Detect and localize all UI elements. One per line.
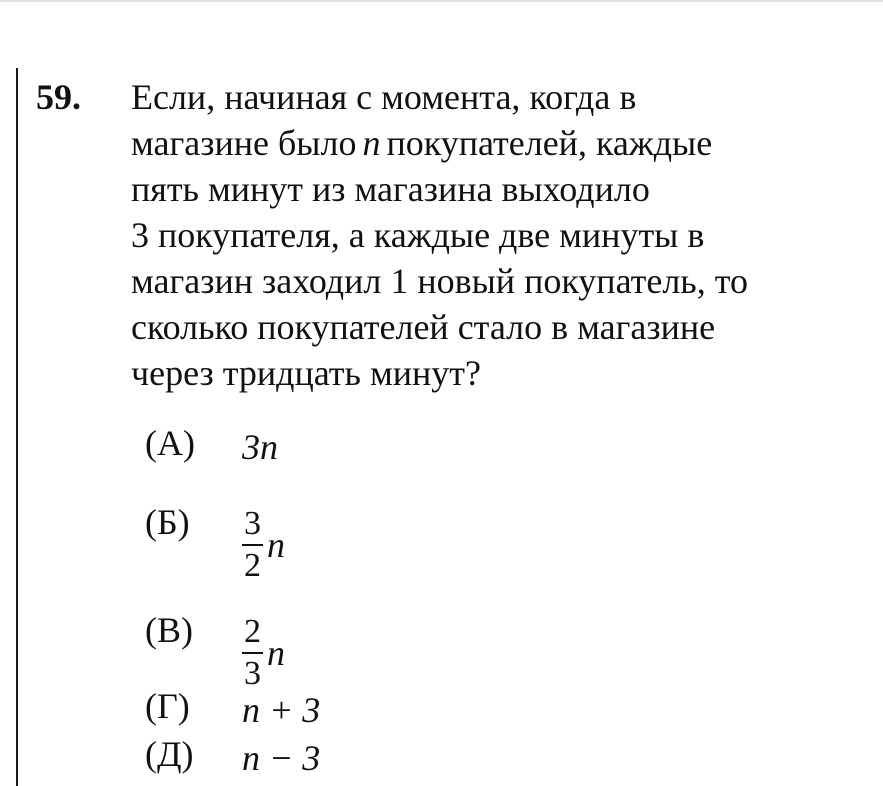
option-label: (Г) xyxy=(145,686,190,726)
option-g xyxy=(145,684,320,732)
fraction-numerator: 3 xyxy=(244,505,261,542)
fraction xyxy=(242,614,263,692)
question-line-part: покупателей, каждые xyxy=(386,123,713,163)
fraction xyxy=(242,506,263,584)
question-line: через тридцать минут? xyxy=(131,353,481,393)
option-value: 3n xyxy=(242,426,278,467)
option-label: (Д) xyxy=(145,734,194,774)
variable-n: n xyxy=(267,525,285,565)
question-line: магазин заходил 1 новый покупатель, то xyxy=(131,261,748,301)
fraction-bar xyxy=(242,652,263,654)
question-line: сколько покупателей стало в магазине xyxy=(131,307,716,347)
fraction-denominator: 2 xyxy=(244,547,261,584)
option-d xyxy=(145,732,320,780)
option-value: n − 3 xyxy=(242,737,321,778)
question-line: пять минут из магазина выходило xyxy=(131,169,650,209)
question-text xyxy=(131,74,821,396)
fraction-denominator: 3 xyxy=(244,655,261,692)
question-line: Если, начиная с момента, когда в xyxy=(131,77,637,117)
left-margin-rule xyxy=(16,68,18,786)
option-b xyxy=(145,474,285,593)
question-line: 3 покупателя, а каждые две минуты в xyxy=(131,215,705,255)
option-value xyxy=(242,497,285,593)
variable-n: n xyxy=(362,123,381,163)
option-value: n + 3 xyxy=(242,689,321,730)
question-line xyxy=(131,120,821,166)
top-divider xyxy=(0,0,883,2)
fraction-bar xyxy=(242,544,263,546)
option-label: (А) xyxy=(145,423,195,463)
option-a xyxy=(145,421,278,469)
variable-n: n xyxy=(267,633,285,673)
option-label: (Б) xyxy=(145,502,190,542)
fraction-numerator: 2 xyxy=(244,613,261,650)
question-number: 59. xyxy=(36,77,81,117)
option-label: (В) xyxy=(145,610,193,650)
question-line-part: магазине было xyxy=(131,123,357,163)
